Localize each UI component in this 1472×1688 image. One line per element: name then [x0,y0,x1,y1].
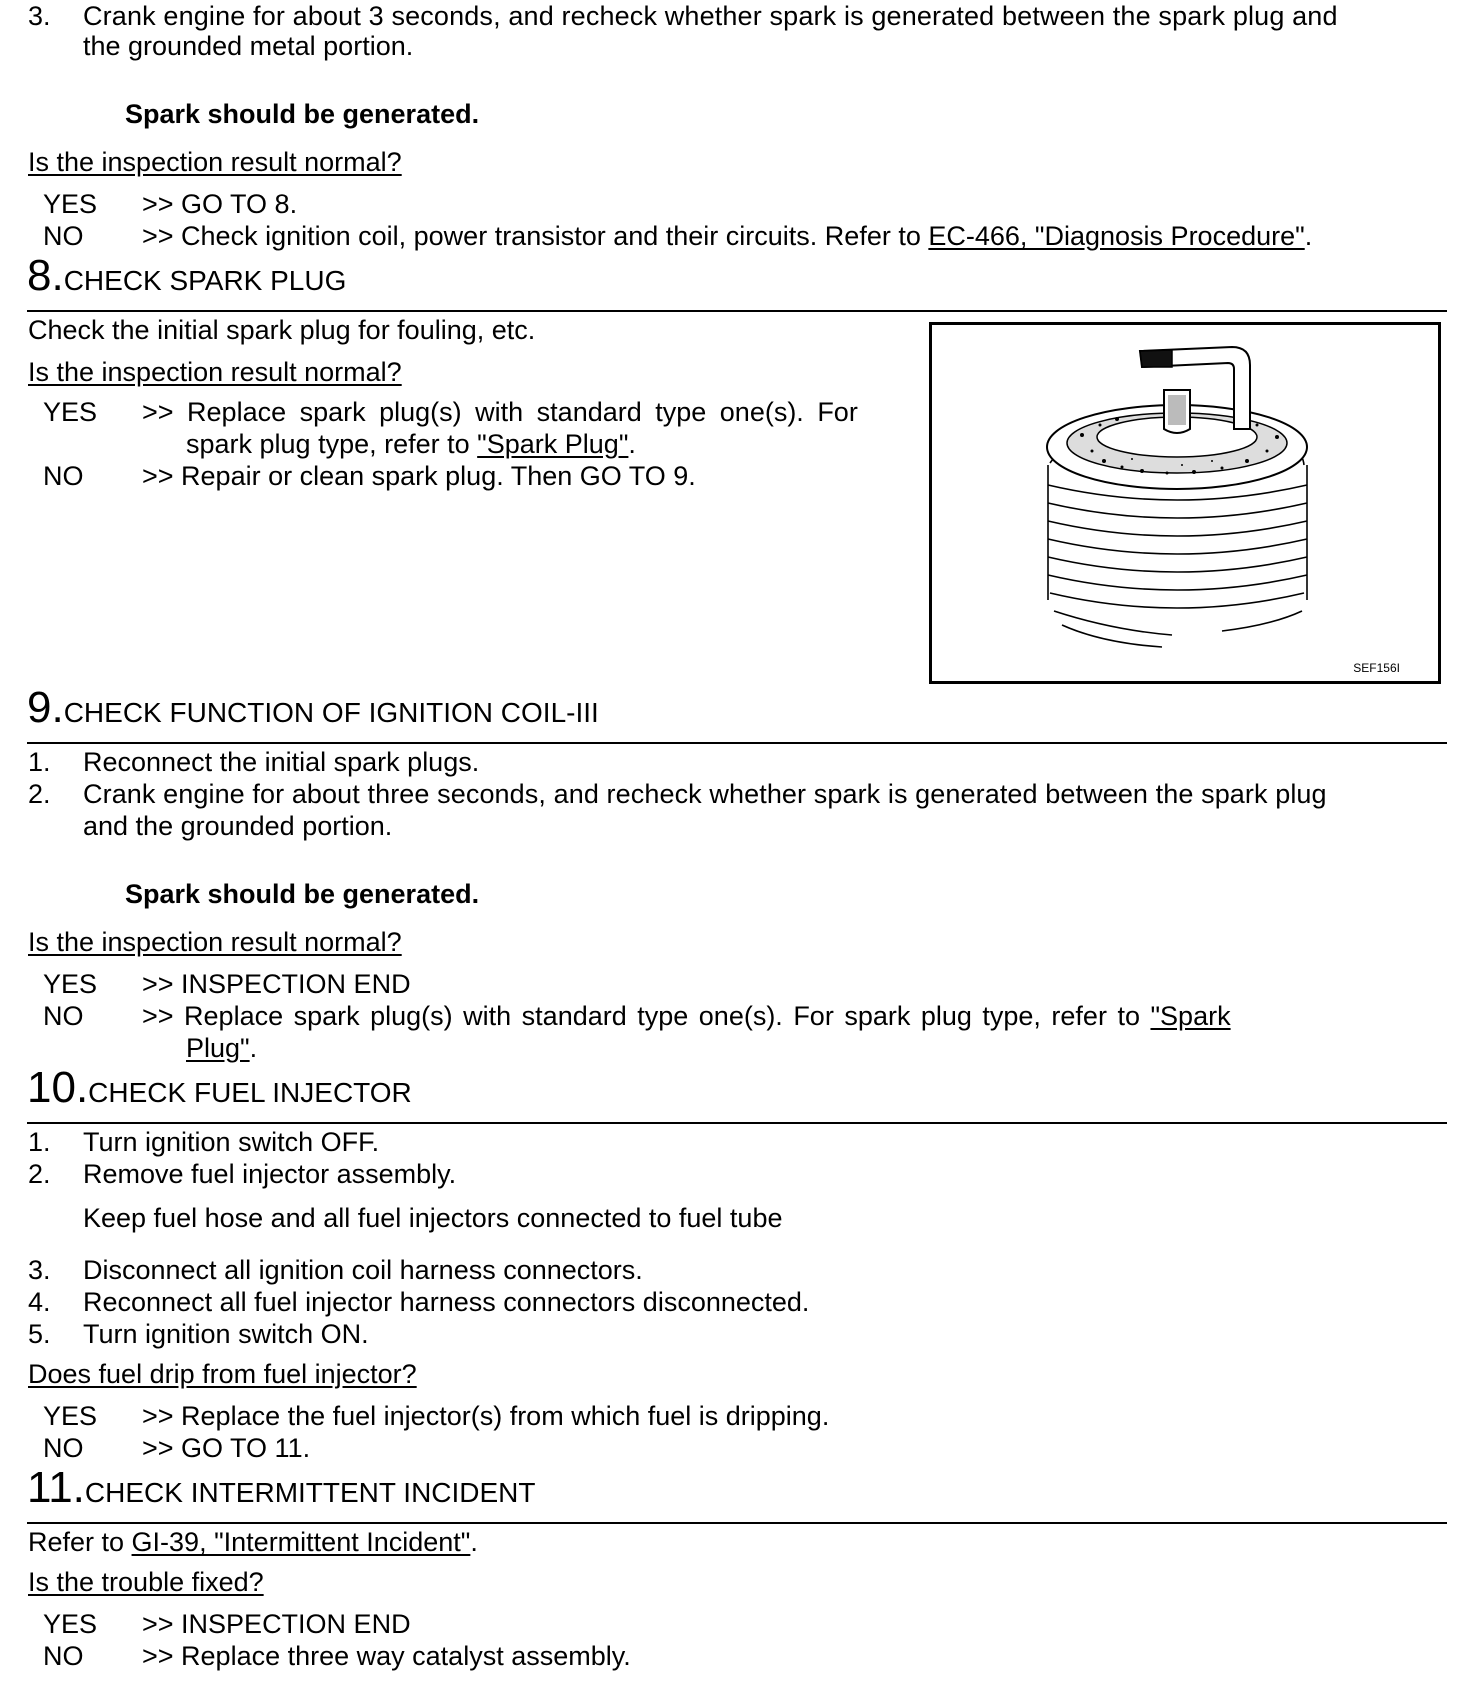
step9-heading [27,683,599,732]
step9-title: CHECK FUNCTION OF IGNITION COIL-III [63,697,599,728]
step10-item5-number: 5. [28,1319,51,1349]
link-spark-plug-step9[interactable]: "Spark [1150,1001,1231,1031]
step8-no-label: NO [43,461,84,491]
step10-item4: Reconnect all fuel injector harness connectors disconnected. [83,1287,810,1317]
spark-plug-illustration [932,325,1438,681]
link-gi-39-intermittent-incident[interactable]: GI-39, "Intermittent Incident" [131,1527,471,1557]
figure-code: SEF156I [1353,661,1400,675]
step11-question: Is the trouble fixed? [28,1567,264,1597]
step7-no-text [142,220,1312,252]
step7-no-text-prefix: >> Check ignition coil, power transistor and their circuits. Refer to [142,221,929,251]
step8-no-text: >> Repair or clean spark plug. Then GO TO 9. [142,461,696,491]
step9-divider [27,742,1447,744]
step11-no-text: >> Replace three way catalyst assembly. [142,1641,631,1671]
step11-yes-label: YES [43,1609,98,1639]
step10-question: Does fuel drip from fuel injector? [28,1359,417,1389]
step11-yes-text: >> INSPECTION END [142,1609,411,1639]
step9-no-suffix: . [249,1033,258,1063]
step8-yes-line2-prefix: spark plug type, refer to [186,429,478,459]
step10-item1-number: 1. [28,1127,51,1157]
step9-item1-number: 1. [28,747,51,777]
step7-no-label: NO [43,221,84,251]
step10-no-text: >> GO TO 11. [142,1433,311,1463]
step10-yes-text: >> Replace the fuel injector(s) from which fuel is dripping. [142,1401,830,1431]
step8-question: Is the inspection result normal? [28,357,402,387]
step9-no-line2 [186,1032,257,1064]
step10-sub-note: Keep fuel hose and all fuel injectors connected to fuel tube [83,1203,783,1233]
step7-item3-line1: Crank engine for about 3 seconds, and recheck whether spark is generated between the spark plug and [83,1,1338,31]
step7-no-suffix: . [1304,221,1313,251]
spark-plug-figure [929,322,1441,684]
step9-note: Spark should be generated. [125,879,480,909]
step8-divider [27,310,1447,312]
step11-refer-prefix: Refer to [28,1527,132,1557]
step9-number: 9. [27,683,64,732]
link-ec-466-diagnosis-procedure[interactable]: EC-466, "Diagnosis Procedure" [928,221,1305,251]
step8-yes-line1: >> Replace spark plug(s) with standard type one(s). For [142,397,858,427]
step11-number: 11. [27,1463,85,1512]
step10-item5: Turn ignition switch ON. [83,1319,369,1349]
step9-item2-line2: and the grounded portion. [83,811,393,841]
step10-item2: Remove fuel injector assembly. [83,1159,457,1189]
step9-no-line1-text: >> Replace spark plug(s) with standard type one(s). For spark plug type, refer to [142,1001,1151,1031]
step10-yes-label: YES [43,1401,98,1431]
step10-item4-number: 4. [28,1287,51,1317]
step10-title: CHECK FUEL INJECTOR [88,1077,412,1108]
step8-instruction: Check the initial spark plug for fouling, etc. [28,315,536,345]
step10-no-label: NO [43,1433,84,1463]
link-spark-plug[interactable]: "Spark Plug" [477,429,629,459]
step10-item3: Disconnect all ignition coil harness connectors. [83,1255,643,1285]
step9-item1: Reconnect the initial spark plugs. [83,747,480,777]
step9-question: Is the inspection result normal? [28,927,402,957]
step8-yes-line2 [186,428,636,460]
step9-item2-line1: Crank engine for about three seconds, and recheck whether spark is generated between the spark plug [83,779,1327,809]
step8-title: CHECK SPARK PLUG [63,265,347,296]
step11-refer [28,1526,478,1558]
step7-question: Is the inspection result normal? [28,147,402,177]
spark-plug-ground-electrode-tip [1140,350,1172,367]
step11-heading [27,1463,536,1512]
step9-no-line1 [142,1000,1231,1032]
step9-item2-number: 2. [28,779,51,809]
step9-no-label: NO [43,1001,84,1031]
spark-plug-electrode-shade [1168,395,1186,425]
step10-item2-number: 2. [28,1159,51,1189]
step11-no-label: NO [43,1641,84,1671]
step8-yes-suffix: . [628,429,636,459]
step10-item3-number: 3. [28,1255,51,1285]
step7-item3-number: 3. [28,1,51,31]
step10-divider [27,1122,1447,1124]
step7-item3-line2: the grounded metal portion. [83,31,414,61]
step11-divider [27,1522,1447,1524]
step10-heading [27,1063,412,1112]
step7-yes-label: YES [43,189,98,219]
step8-yes-label: YES [43,397,98,427]
step8-heading [27,251,347,300]
step11-title: CHECK INTERMITTENT INCIDENT [84,1477,536,1508]
step9-yes-label: YES [43,969,98,999]
step7-note: Spark should be generated. [125,99,480,129]
step9-yes-text: >> INSPECTION END [142,969,411,999]
step10-item1: Turn ignition switch OFF. [83,1127,380,1157]
step8-number: 8. [27,251,64,300]
step11-refer-suffix: . [470,1527,478,1557]
link-spark-plug-step9-cont[interactable]: Plug" [186,1033,250,1063]
step7-yes-text: >> GO TO 8. [142,189,298,219]
step10-number: 10. [27,1063,89,1112]
